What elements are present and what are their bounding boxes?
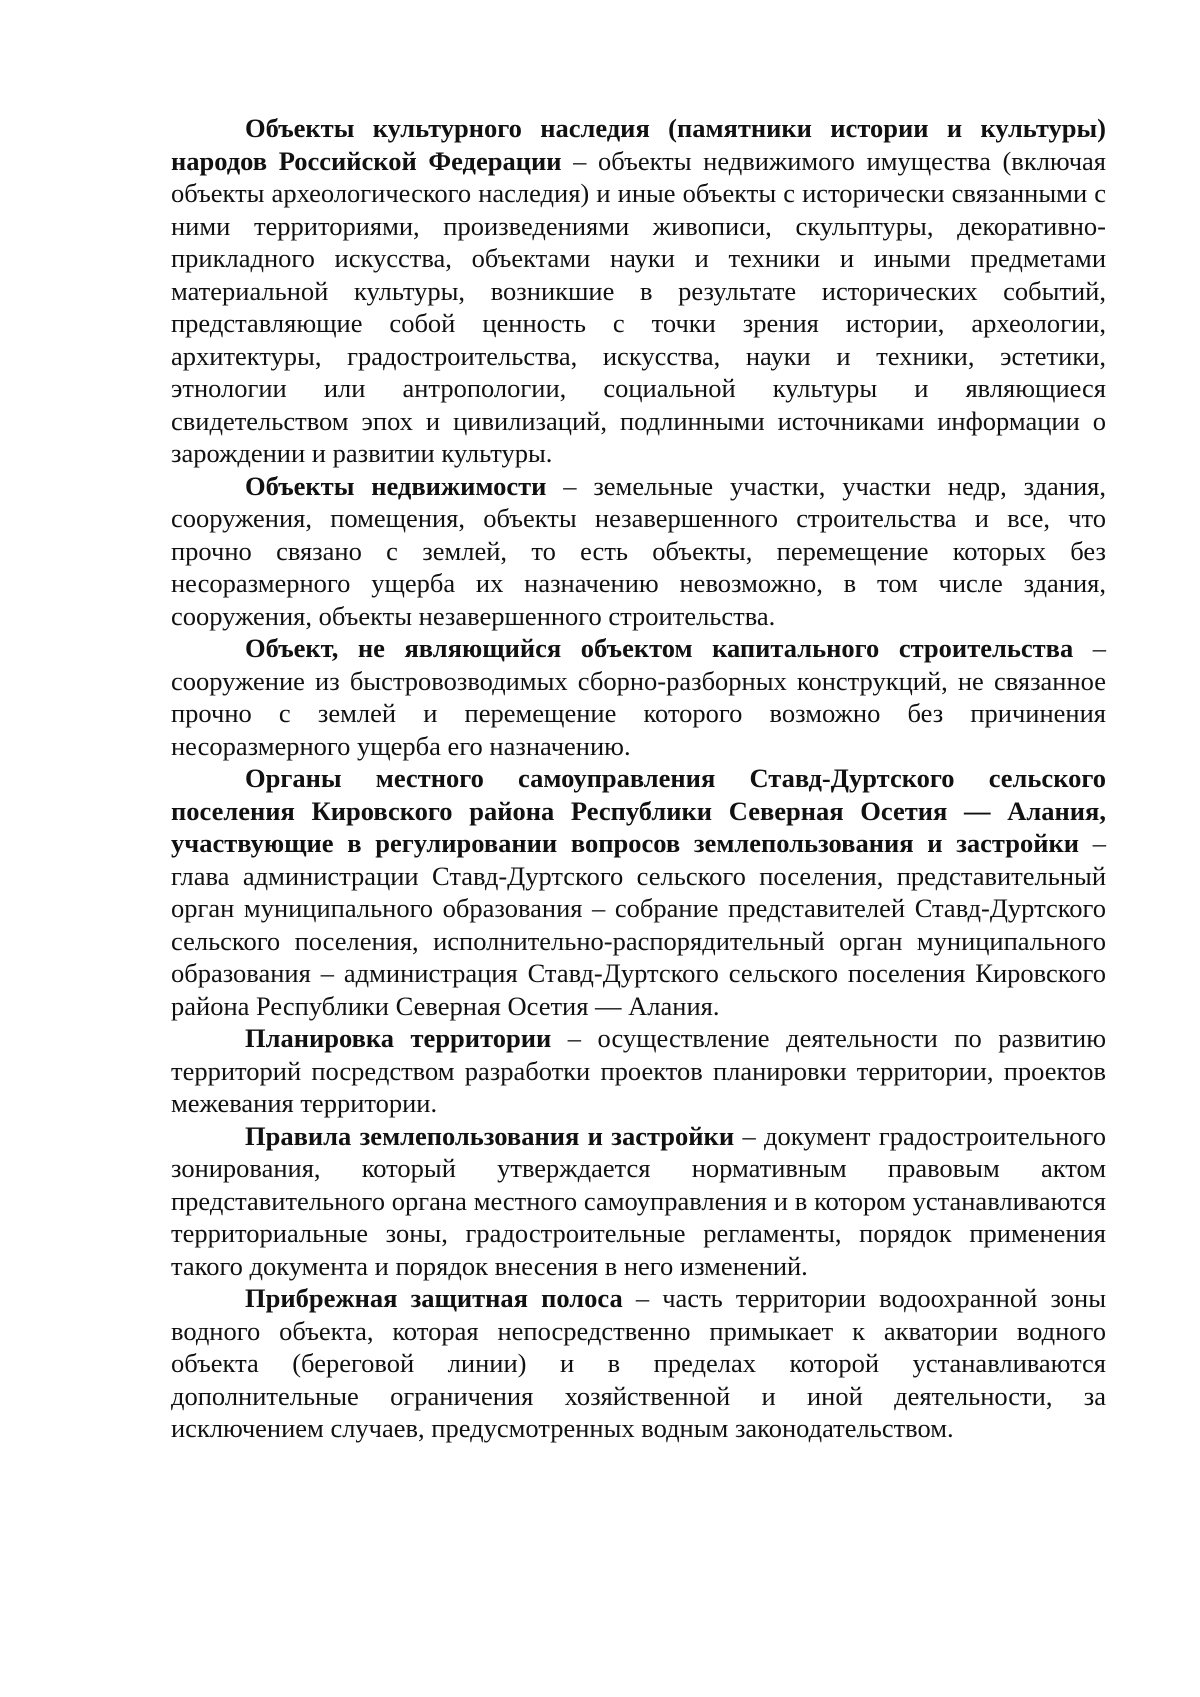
definition-paragraph	[171, 1282, 1106, 1445]
definition-text: – глава администрации Ставд-Дуртского сельского поселения, представительный орган муниципального образования – собрание представителей Ставд-Дуртского сельского поселения, исполнительно-распорядительный орган муниципального образования – администрация Ставд-Дуртского сельского поселения Кировского района Республики Северная Осетия — Алания.	[171, 828, 1106, 1021]
definition-text: – часть территории водоохранной зоны водного объекта, которая непосредственно примыкает к акватории водного объекта (береговой линии) и в пределах которой устанавливаются дополнительные ограничения хозяйственной и иной деятельности, за исключением случаев, предусмотренных водным законодательством.	[171, 1283, 1106, 1443]
definition-term: Прибрежная защитная полоса	[245, 1283, 623, 1313]
definition-term: Органы местного самоуправления Ставд-Дуртского сельского поселения Кировского района Республики Северная Осетия — Алания, участвующие в регулировании вопросов землепользования и застройки	[171, 763, 1106, 858]
document-page	[171, 112, 1106, 1445]
definition-paragraph	[171, 1022, 1106, 1120]
definition-paragraph	[171, 1120, 1106, 1283]
definition-term: Правила землепользования и застройки	[245, 1120, 735, 1151]
definition-term: Объект, не являющийся объектом капитального строительства	[245, 633, 1074, 663]
definition-paragraph	[171, 632, 1106, 762]
definition-term: Объекты культурного наследия (памятники истории и культуры) народов Российской Федерации	[171, 113, 1106, 176]
definition-text: – сооружение из быстровозводимых сборно-разборных конструкций, не связанное прочно с землей и перемещение которого возможно без причинения несоразмерного ущерба его назначению.	[171, 633, 1107, 761]
definition-text: – осуществление деятельности по развитию территорий посредством разработки проектов планировки территории, проектов межевания территории.	[171, 1023, 1106, 1118]
definition-text: – объекты недвижимого имущества (включая объекты археологического наследия) и иные объекты с исторически связанными с ними территориями, произведениями живописи, скульптуры, декоративно-прикладного искусства, объектами науки и техники и иными предметами материальной культуры, возникшие в результате исторических событий, представляющие собой ценность с точки зрения истории, археологии, архитектуры, градостроительства, искусства, науки и техники, эстетики, этнологии или антропологии, социальной культуры и являющиеся свидетельством эпох и цивилизаций, подлинными источниками информации о зарождении и развитии культуры.	[171, 145, 1106, 468]
definition-text: – земельные участки, участки недр, здания, сооружения, помещения, объекты незавершенного строительства и все, что прочно связано с землей, то есть объекты, перемещение которых без несоразмерного ущерба их назначению невозможно, в том числе здания, сооружения, объекты незавершенного строительства.	[171, 470, 1106, 631]
definition-paragraph	[171, 470, 1106, 633]
definition-paragraph	[171, 112, 1106, 470]
definition-paragraph	[171, 762, 1106, 1022]
definition-text: – документ градостроительного зонирования, который утверждается нормативным правовым актом представительного органа местного самоуправления и в котором устанавливаются территориальные зоны, градостроительные регламенты, порядок применения такого документа и порядок внесения в него изменений.	[171, 1120, 1106, 1281]
definition-term: Планировка территории	[245, 1023, 552, 1053]
definition-term: Объекты недвижимости	[245, 470, 547, 501]
